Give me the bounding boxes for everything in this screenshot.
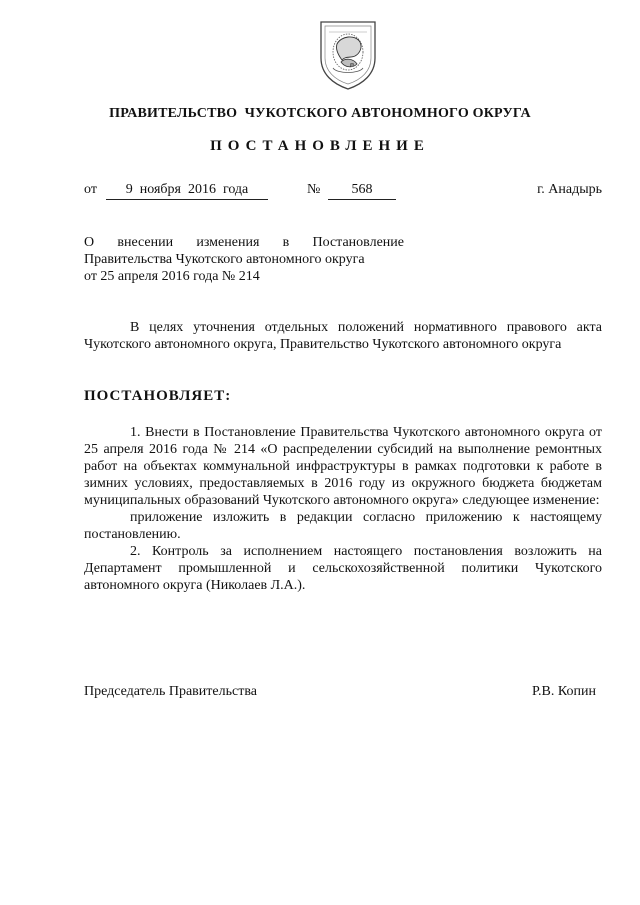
point-2: 2. Контроль за исполнением настоящего постановления возложить на Департамент промышленной и сельскохозяйственной политики Чукотского автономного округа (Николаев Л.А.). — [84, 544, 602, 593]
number-sign: № — [307, 182, 321, 197]
signatory-name: Р.В. Копин — [532, 684, 596, 699]
subject-line: Правительства Чукотского автономного округа — [84, 252, 365, 267]
subject-line: от 25 апреля 2016 года № 214 — [84, 269, 260, 284]
document-city: г. Анадырь — [537, 182, 602, 197]
document-subject — [84, 234, 404, 285]
document-number: 568 — [328, 182, 396, 200]
point-1: 1. Внести в Постановление Правительства Чукотского автономного округа от 25 апреля 2016 года № 214 «О распределении субсидий на выполнение ремонтных работ на объектах коммунальной инфраструктуры в рамках подготовки к работе в зимних условиях, предоставляемых в 2016 году из окружного бюджета бюджетам муниципальных образований Чукотского автономного округа» следующее изменение: — [84, 425, 602, 508]
chukotka-coat-of-arms-icon — [315, 18, 381, 92]
point-1-amendment: приложение изложить в редакции согласно приложению к настоящему постановлению. — [84, 510, 602, 542]
signatory-position: Председатель Правительства — [84, 684, 257, 699]
decides-heading: ПОСТАНОВЛЯЕТ: — [84, 388, 232, 404]
date-prefix: от — [84, 182, 97, 197]
document-type-title: ПОСТАНОВЛЕНИЕ — [210, 138, 430, 154]
preamble-text: В целях уточнения отдельных положений нормативного правового акта Чукотского автономного округа, Правительство Чукотского автономного округа — [84, 320, 602, 352]
preamble — [84, 319, 602, 353]
subject-line: О внесении изменения в Постановление — [84, 235, 404, 250]
document-date: 9 ноября 2016 года — [106, 182, 268, 200]
government-name: ПРАВИТЕЛЬСТВО ЧУКОТСКОГО АВТОНОМНОГО ОКРУГА — [109, 106, 531, 121]
resolution-points — [84, 424, 602, 594]
document-meta-row — [0, 182, 640, 202]
